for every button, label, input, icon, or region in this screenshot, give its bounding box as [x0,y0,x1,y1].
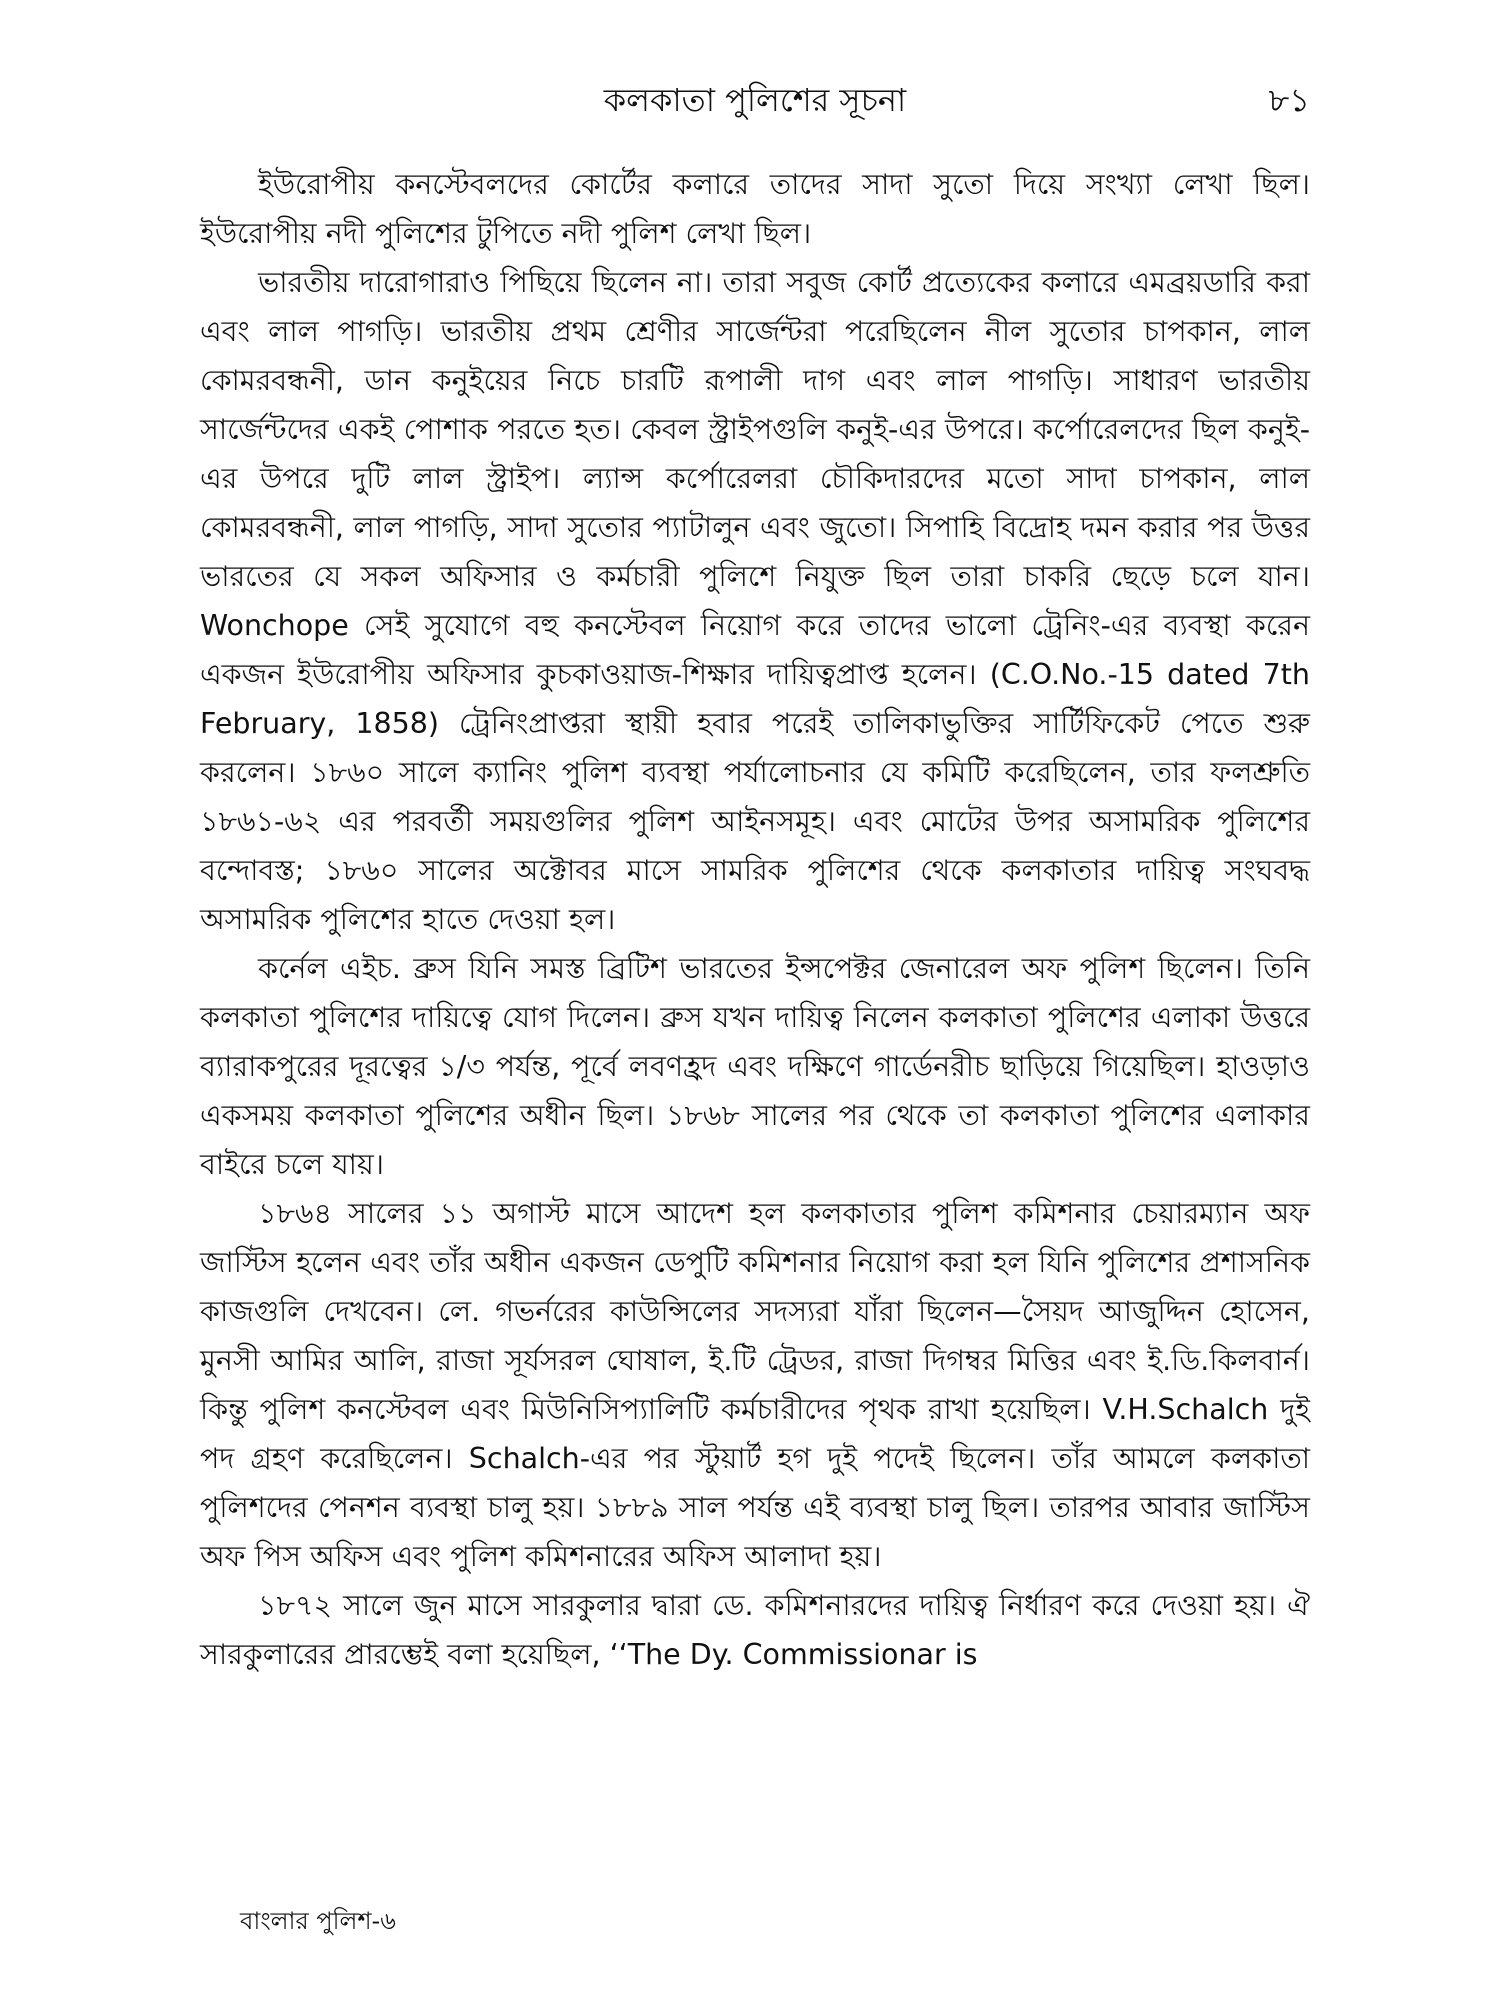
paragraph-2: ভারতীয় দারোগারাও পিছিয়ে ছিলেন না। তারা সবুজ কোর্ট প্রত্যেকের কলারে এমব্রয়ডারি করা এবং লাল পাগড়ি। ভারতীয় প্রথম শ্রেণীর সার্জেন্টরা পরেছিলেন নীল সুতোর চাপকান, লাল কোমরবন্ধনী, ডান কনুইয়ের নিচে চারটি রূপালী দাগ এবং লাল পাগড়ি। সাধারণ ভারতীয় সার্জেন্টদের একই পোশাক পরতে হত। কেবল স্ট্রাইপগুলি কনুই-এর উপরে। কর্পোরেলদের ছিল কনুই-এর উপরে দুটি লাল স্ট্রাইপ। ল্যান্স কর্পোরেলরা চৌকিদারদের মতো সাদা চাপকান, লাল কোমরবন্ধনী, লাল পাগড়ি, সাদা সুতোর প্যাটালুন এবং জুতো। সিপাহি বিদ্রোহ দমন করার পর উত্তর ভারতের যে সকল অফিসার ও কর্মচারী পুলিশে নিযুক্ত ছিল তারা চাকরি ছেড়ে চলে যান। Wonchope সেই সুযোগে বহু কনস্টেবল নিয়োগ করে তাদের ভালো ট্রেনিং-এর ব্যবস্থা করেন একজন ইউরোপীয় অফিসার কুচকাওয়াজ-শিক্ষার দায়িত্বপ্রাপ্ত হলেন। (C.O.No.-15 dated 7th February, 1858) ট্রেনিংপ্রাপ্তরা স্থায়ী হবার পরেই তালিকাভুক্তির সার্টিফিকেট পেতে শুরু করলেন। ১৮৬০ সালে ক্যানিং পুলিশ ব্যবস্থা পর্যালোচনার যে কমিটি করেছিলেন, তার ফলশ্রুতি ১৮৬১-৬২ এর পরবর্তী সময়গুলির পুলিশ আইনসমূহ। এবং মোটের উপর অসামরিক পুলিশের বন্দোবস্ত; ১৮৬০ সালের অক্টোবর মাসে সামরিক পুলিশের থেকে কলকাতার দায়িত্ব সংঘবদ্ধ অসামরিক পুলিশের হাতে দেওয়া হল। [200,266,1310,936]
paragraph-4: ১৮৬৪ সালের ১১ অগাস্ট মাসে আদেশ হল কলকাতার পুলিশ কমিশনার চেয়ারম্যান অফ জাস্টিস হলেন এবং তাঁর অধীন একজন ডেপুটি কমিশনার নিয়োগ করা হল যিনি পুলিশের প্রশাসনিক কাজগুলি দেখবেন। লে. গভর্নরের কাউন্সিলের সদস্যরা যাঁরা ছিলেন—সৈয়দ আজুদ্দিন হোসেন, মুনসী আমির আলি, রাজা সূর্যসরল ঘোষাল, ই.টি ট্রেডর, রাজা দিগম্বর মিত্তির এবং ই.ডি.কিলবার্ন। কিন্তু পুলিশ কনস্টেবল এবং মিউনিসিপ্যালিটি কর্মচারীদের পৃথক রাখা হয়েছিল। V.H.Schalch দুই পদ গ্রহণ করেছিলেন। Schalch-এর পর স্টুয়ার্ট হগ দুই পদেই ছিলেন। তাঁর আমলে কলকাতা পুলিশদের পেনশন ব্যবস্থা চালু হয়। ১৮৮৯ সাল পর্যন্ত এই ব্যবস্থা চালু ছিল। তারপর আবার জাস্টিস অফ পিস অফিস এবং পুলিশ কমিশনারের অফিস আলাদা হয়। [200,1197,1310,1573]
running-head [200,70,1310,130]
body-text [200,160,1310,1679]
paragraph-5: ১৮৭২ সালে জুন মাসে সারকুলার দ্বারা ডে. কমিশনারদের দায়িত্ব নির্ধারণ করে দেওয়া হয়। ঐ সারকুলারের প্রারম্ভেই বলা হয়েছিল, ‘‘The Dy. Commissionar is [200,1589,1310,1671]
page-number: ৮১ [1268,81,1310,119]
chapter-title: কলকাতা পুলিশের সূচনা [603,81,907,119]
running-foot: বাংলার পুলিশ-৬ [240,1907,396,1935]
paragraph-1: ইউরোপীয় কনস্টেবলদের কোর্টের কলারে তাদের সাদা সুতো দিয়ে সংখ্যা লেখা ছিল। ইউরোপীয় নদী পুলিশের টুপিতে নদী পুলিশ লেখা ছিল। [200,168,1310,250]
paragraph-3: কর্নেল এইচ. ব্রুস যিনি সমস্ত ব্রিটিশ ভারতের ইন্সপেক্টর জেনারেল অফ পুলিশ ছিলেন। তিনি কলকাতা পুলিশের দায়িত্বে যোগ দিলেন। ব্রুস যখন দায়িত্ব নিলেন কলকাতা পুলিশের এলাকা উত্তরে ব্যারাকপুরের দূরত্বের ১/৩ পর্যন্ত, পূর্বে লবণহ্রদ এবং দক্ষিণে গার্ডেনরীচ ছাড়িয়ে গিয়েছিল। হাওড়াও একসময় কলকাতা পুলিশের অধীন ছিল। ১৮৬৮ সালের পর থেকে তা কলকাতা পুলিশের এলাকার বাইরে চলে যায়। [200,952,1310,1181]
